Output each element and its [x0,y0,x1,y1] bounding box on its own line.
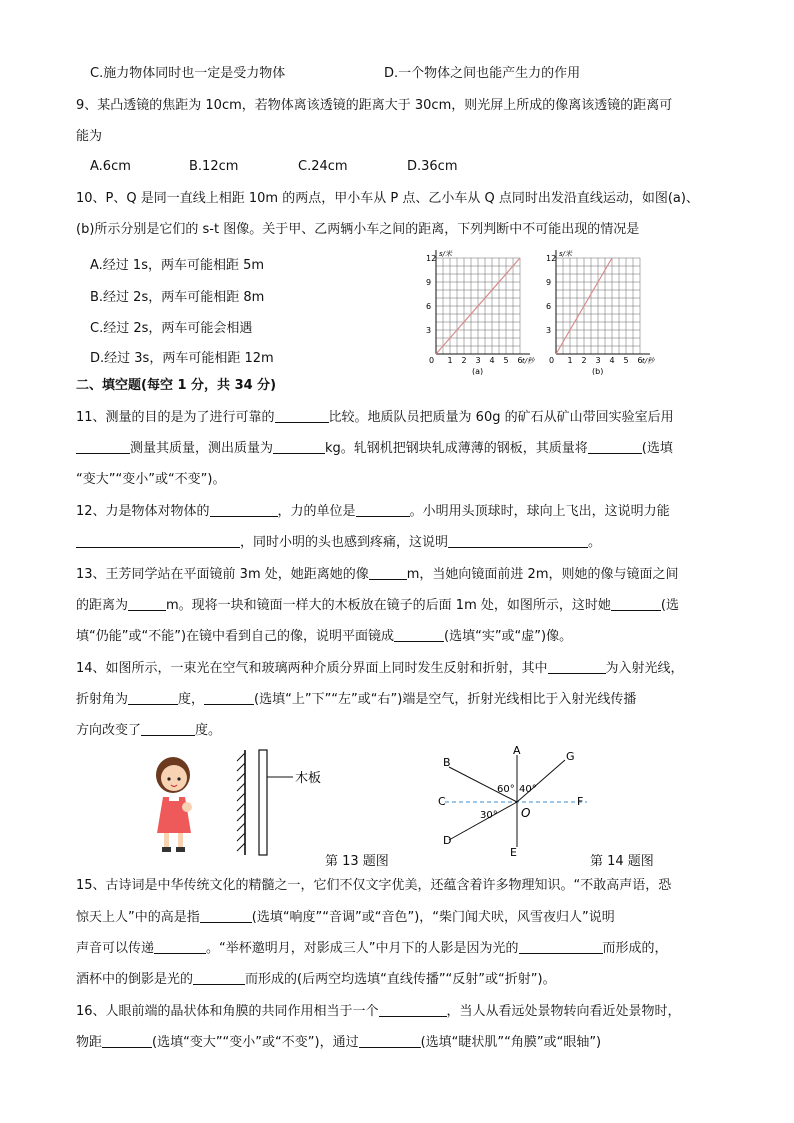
origin-label: 0 [429,356,435,365]
q15-line2 [76,910,615,926]
q15-text: 。“举杯邀明月，对影成三人”中月下的人影是因为光的 [206,941,519,956]
x-tick-label: 6 [517,356,523,365]
answer-blank[interactable] [128,692,178,705]
y-tick-label: 9 [546,278,552,287]
q12-text: 。小明用头顶球时，球向上飞出，这说明力能 [409,504,670,519]
q14-text: 为入射光线， [605,661,684,676]
q9-option-c: C.24cm [298,159,348,174]
x-axis-label: t/秒 [642,357,655,365]
q16-text: (选填“睫状肌”“角膜”或“眼轴”) [420,1035,602,1050]
y-tick-label: 6 [546,302,552,311]
q14-text: 度， [178,692,205,707]
answer-blank[interactable] [519,941,603,954]
q10-stem: 10、P、Q 是同一直线上相距 10m 的两点，甲小车从 P 点、乙小车从 Q 点同时出发沿直线运动，如图(a)、 [76,191,699,206]
q16-line1 [76,1004,681,1020]
label-c: C [438,795,446,808]
q14-text: 14、如图所示，一束光在空气和玻璃两种介质分界面上同时发生反射和折射，其中 [76,661,548,676]
x-tick-label: 1 [567,356,573,365]
label-g: G [566,750,575,763]
q11-text: 测量其质量，测出质量为 [130,441,274,456]
x-tick-label: 2 [461,356,467,365]
answer-blank[interactable] [210,504,278,517]
q16-text: 物距 [76,1035,103,1050]
q13-line2 [76,598,679,614]
q11-line1 [76,410,674,426]
answer-blank[interactable] [611,598,661,611]
q12-text: 。 [588,535,602,550]
x-tick-label: 4 [489,356,495,365]
origin-label: 0 [549,356,555,365]
answer-blank[interactable] [359,1035,421,1048]
q9-option-d: D.36cm [407,159,458,174]
q10-stem-cont: (b)所示分别是它们的 s-t 图像。关于甲、乙两辆小车之间的距离，下列判断中不可能出现的情况是 [76,222,640,237]
board-label: 木板 [295,771,322,786]
answer-blank[interactable] [448,535,588,548]
x-tick-label: 5 [503,356,509,365]
q14-text: 折射角为 [76,692,129,707]
q13-text: 填“仍能”或“不能”)在镜中看到自己的像，说明平面镜成 [76,629,395,644]
graph-caption: (a) [472,367,484,375]
q11-text: 11、测量的目的是为了进行可靠的 [76,410,275,425]
x-tick-label: 3 [475,356,481,365]
q12-text: 12、力是物体对物体的 [76,504,210,519]
answer-blank[interactable] [76,535,240,548]
st-graph-b [540,250,660,375]
x-tick-label: 1 [447,356,453,365]
q13-text: (选填“实”或“虚”)像。 [444,629,573,644]
q16-text: 16、人眼前端的晶状体和角膜的共同作用相当于一个 [76,1004,379,1019]
q11-text: 比较。地质队员把质量为 60g 的矿石从矿山带回实验室后用 [328,410,674,425]
section-heading-fill-blank: 二、填空题(每空 1 分，共 34 分) [76,378,277,393]
q14-line1 [76,661,684,677]
label-a: A [513,745,521,757]
q15-text: (选填“响度”“音调”或“音色”)，“柴门闻犬吠，风雪夜归人”说明 [251,910,615,925]
q14-text: 方向改变了 [76,723,142,738]
answer-blank[interactable] [76,441,130,454]
q16-line2 [76,1035,601,1051]
x-tick-label: 5 [623,356,629,365]
girl-illustration [156,757,192,852]
figure-13-mirror-diagram [145,745,385,860]
q10-option-a: A.经过 1s，两车可能相距 5m [90,258,265,273]
q15-text: 声音可以传递 [76,941,155,956]
q13-line1 [76,567,678,583]
figure-13-caption: 第 13 题图 [325,854,389,869]
x-tick-label: 6 [637,356,643,365]
q13-text: (选 [660,598,679,613]
q13-text: m，当她向镜面前进 2m，则她的像与镜面之间 [406,567,679,582]
q13-text: m。现将一块和镜面一样大的木板放在镜子的后面 1m 处，如图所示，这时她 [166,598,611,613]
answer-blank[interactable] [102,1035,152,1048]
angle-30-label: 30° [480,810,498,821]
answer-blank[interactable] [154,941,206,954]
y-axis-label: s/米 [559,250,573,258]
x-tick-label: 3 [595,356,601,365]
mirror [237,750,245,855]
figure-14-refraction-diagram [435,745,595,860]
q10-option-c: C.经过 2s，两车可能会相遇 [90,321,253,336]
answer-blank[interactable] [128,598,166,611]
q12-text: ，力的单位是 [277,504,356,519]
label-o: O [521,806,531,820]
figure-14-caption: 第 14 题图 [590,854,654,869]
q15-text: 惊天上人”中的高是指 [76,910,200,925]
angle-60-label: 60° [497,784,515,795]
answer-blank[interactable] [275,410,329,423]
y-axis-label: s/米 [439,250,453,258]
q13-line3 [76,629,572,645]
answer-blank[interactable] [273,441,325,454]
y-tick-label: 12 [546,254,557,263]
label-d: D [443,834,452,847]
x-tick-label: 4 [609,356,615,365]
answer-blank[interactable] [193,972,245,985]
q12-line2 [76,535,601,551]
answer-blank[interactable] [379,1004,447,1017]
q13-text: 的距离为 [76,598,129,613]
q11-line2 [76,441,673,457]
q11-text: (选填 [641,441,673,456]
q9-option-b: B.12cm [189,159,239,174]
x-tick-label: 2 [581,356,587,365]
q16-text: (选填“变大”“变小”或“不变”)，通过 [152,1035,359,1050]
y-tick-label: 3 [546,326,552,335]
q12-text: ，同时小明的头也感到疼痛，这说明 [240,535,449,550]
label-f: F [577,795,584,808]
answer-blank[interactable] [394,629,444,642]
answer-blank[interactable] [548,661,606,674]
label-b: B [443,756,451,769]
q16-text: ，当人从看远处景物转向看近处景物时， [446,1004,681,1019]
q9-stem-cont: 能为 [76,129,103,144]
answer-blank[interactable] [369,567,407,580]
y-tick-label: 3 [426,326,432,335]
q12-line1 [76,504,670,520]
q14-line3 [76,723,221,739]
q8-option-c: C.施力物体同时也一定是受力物体 [90,66,286,81]
y-tick-label: 9 [426,278,432,287]
q9-option-a: A.6cm [90,159,131,174]
answer-blank[interactable] [141,723,195,736]
q9-stem: 9、某凸透镜的焦距为 10cm，若物体离该透镜的距离大于 30cm，则光屏上所成的像离该透镜的距离可 [76,98,673,113]
q15-line4 [76,972,556,988]
y-tick-label: 12 [426,254,437,263]
q13-text: 13、王芳同学站在平面镜前 3m 处，她距离她的像 [76,567,369,582]
y-tick-label: 6 [426,302,432,311]
wooden-board [259,750,267,855]
angle-40-label: 40° [519,784,537,795]
answer-blank[interactable] [204,692,254,705]
q15-text: 而形成的， [602,941,668,956]
q10-option-b: B.经过 2s，两车可能相距 8m [90,290,265,305]
q15-line3 [76,941,668,957]
q11-line3: “变大”“变小”或“不变”)。 [76,472,226,487]
q14-text: 度。 [195,723,222,738]
label-e: E [510,846,517,859]
q15-text: 酒杯中的倒影是光的 [76,972,194,987]
answer-blank[interactable] [200,910,252,923]
q11-text: kg。轧钢机把钢块轧成薄薄的钢板，其质量将 [325,441,588,456]
answer-blank[interactable] [588,441,642,454]
q10-option-d: D.经过 3s，两车可能相距 12m [90,351,274,366]
answer-blank[interactable] [356,504,410,517]
graph-caption: (b) [592,367,604,375]
q15-line1: 15、古诗词是中华传统文化的精髓之一，它们不仅文字优美，还蕴含着许多物理知识。“不敢高声语，恐 [76,878,672,893]
x-axis-label: t/秒 [522,357,535,365]
q14-line2 [76,692,636,708]
q8-option-d: D.一个物体之间也能产生力的作用 [384,66,581,81]
q15-text: 而形成的(后两空均选填“直线传播”“反射”或“折射”)。 [245,972,556,987]
st-graph-a [420,250,540,375]
q14-text: (选填“上”下”“左”或“右”)端是空气，折射光线相比于入射光线传播 [254,692,637,707]
